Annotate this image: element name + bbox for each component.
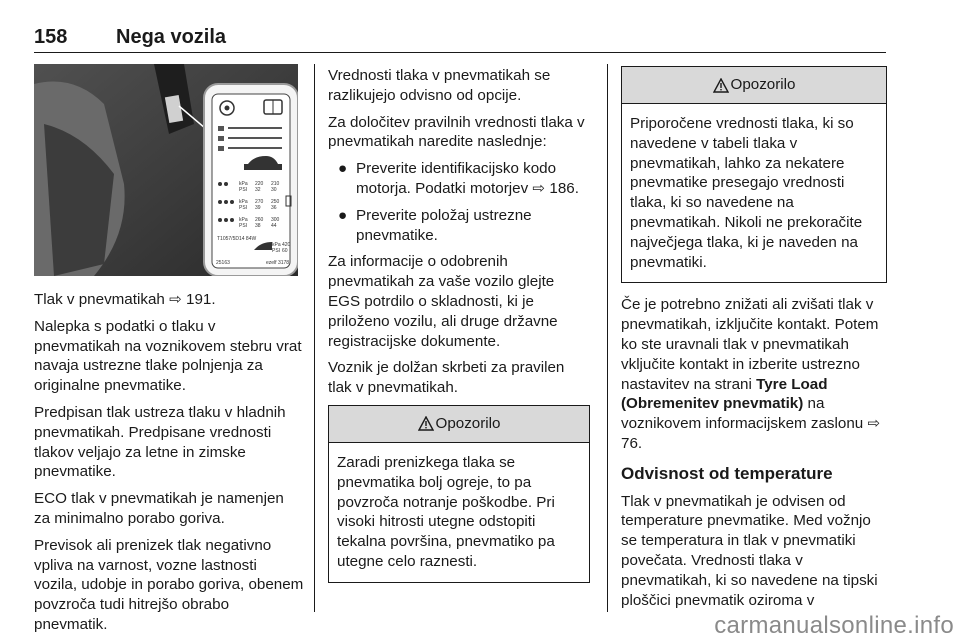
column-1 — [34, 64, 304, 642]
cross-reference-arrow-icon: ⇨ — [867, 415, 881, 433]
paragraph-determine-values: Za določitev pravilnih vrednosti tlaka v pnevmatikah naredite naslednje: — [328, 113, 585, 151]
warning-box-max-pressure — [621, 66, 887, 283]
watermark-text: carmanualsonline.info — [714, 612, 954, 639]
paragraph-approved-tyres: Za informacije o odobrenih pnevmatikah za vaše vozilo glejte EGS potrdilo o skladnosti, ki je priloženo vozilu, ali druge državne registracijske dokumente. — [328, 253, 558, 350]
svg-text:210: 210 — [271, 181, 280, 187]
svg-text:260: 260 — [255, 217, 264, 223]
svg-text:39: 39 — [255, 205, 261, 211]
column-2 — [328, 66, 590, 593]
svg-text:30: 30 — [271, 187, 277, 193]
column-divider-2 — [607, 64, 608, 612]
svg-text:ezelf 3178: ezelf 3178 — [266, 260, 290, 266]
page-link-76[interactable]: 76. — [621, 434, 643, 452]
svg-text:kPa: kPa — [239, 199, 248, 205]
svg-text:32: 32 — [255, 187, 261, 193]
paragraph-temperature: Tlak v pnevmatikah je odvisen od temperature pnevmatike. Med vožnjo se temperatura in tlak v pnevmatiki povečata. Vrednosti tlaka v pnevmatikah, ki so navedene na tipski ploščici pnevmatik oziroma v — [621, 492, 878, 609]
paragraph-eco-pressure: ECO tlak v pnevmatikah je namenjen za minimalno porabo goriva. — [34, 490, 284, 527]
bullet-dot-icon: ● — [338, 160, 348, 178]
warning-title: Opozorilo — [730, 76, 796, 94]
paragraph-driver-responsibility: Voznik je dolžan skrbeti za pravilen tlak v pnevmatikah. — [328, 359, 565, 397]
tyre-pressure-label-illustration — [34, 64, 298, 276]
svg-text:38: 38 — [255, 223, 261, 229]
svg-text:PSI: PSI — [239, 223, 248, 229]
page-header — [34, 22, 886, 53]
paragraph-adjust-pressure: Če je potrebno znižati ali zvišati tlak v pnevmatikah, izključite kontakt. Potem ko ste uravnali tlak v pnevmatikah vključite kontakt in izberite ustrezno nastavitev na strani Tyre Load (Obremenitev pnevmatik) na voznikovem informacijskem zaslonu ⇨ 76. — [621, 296, 881, 452]
page-number: 158 — [34, 26, 68, 48]
warning-triangle-icon — [713, 78, 729, 93]
svg-text:36: 36 — [271, 205, 277, 211]
svg-text:250: 250 — [271, 199, 280, 205]
paragraph-values-vary: Vrednosti tlaka v pnevmatikah se razlikujejo odvisno od opcije. — [328, 67, 551, 104]
column-3 — [621, 66, 887, 617]
svg-text:300: 300 — [271, 217, 280, 223]
svg-text:270: 270 — [255, 199, 264, 205]
bullet-tyre-position: ● Preverite položaj ustrezne pnevmatike. — [338, 206, 532, 244]
section-heading-temperature: Odvisnost od temperature — [621, 463, 833, 483]
warning-triangle-icon — [418, 416, 434, 431]
svg-text:PSI: PSI — [239, 187, 248, 193]
bullet-dot-icon: ● — [338, 206, 348, 224]
svg-text:220: 220 — [255, 181, 264, 187]
menu-reference-tyre-load: Tyre Load (Obremenitev pnevmatik) — [621, 375, 828, 413]
warning-box-low-pressure — [328, 405, 590, 583]
svg-text:kPa: kPa — [239, 181, 248, 187]
svg-text:60: 60 — [282, 248, 288, 254]
svg-text:PSI: PSI — [272, 248, 281, 254]
svg-text:420: 420 — [282, 242, 291, 248]
column-divider-1 — [314, 64, 315, 612]
warning-title: Opozorilo — [435, 415, 501, 433]
svg-text:kPa: kPa — [239, 217, 248, 223]
svg-text:kPa: kPa — [272, 242, 281, 248]
paragraph-wrong-pressure: Previsok ali prenizek tlak negativno vpliva na varnost, vozne lastnosti vozila, udobje in porabo goriva, obenem povzroča tudi hitrejšo obrabo pnevmatik. — [34, 536, 304, 633]
page-link-186[interactable]: 186. — [549, 179, 579, 197]
warning-header — [622, 67, 886, 104]
cross-reference-arrow-icon: ⇨ — [532, 179, 546, 197]
cross-reference-arrow-icon: ⇨ — [169, 291, 182, 308]
paragraph-cold-tyres: Predpisan tlak ustreza tlaku v hladnih pnevmatikah. Predpisane vrednosti tlakov veljajo za letne in zimske pnevmatike. — [34, 403, 286, 481]
warning-text: Priporočene vrednosti tlaka, ki so navedene v tabeli tlaka v pnevmatikah, lahko za nekatere pnevmatike presegajo vrednosti tlaka, ki so navedene na pnevmatikah. Nikoli ne prekoračite največjega tlaka, ki je naveden na pnevmatiki. — [630, 115, 863, 271]
paragraph-label-location: Nalepka s podatki o tlaku v pnevmatikah na voznikovem stebru vrat navaja ustrezne tlake polnjenja za originalne pnevmatike. — [34, 317, 302, 395]
svg-text:25163: 25163 — [216, 260, 230, 266]
chapter-title: Nega vozila — [116, 26, 227, 48]
warning-text: Zaradi prenizkega tlaka se pnevmatika bolj ogreje, to pa povzroča notranje poškodbe. Pri visoki hitrosti utegne odstopiti tekalna površina, pnevmatiko pa utegne celo raznesti. — [337, 453, 555, 570]
svg-text:T1057/5D14 84W: T1057/5D14 84W — [217, 236, 257, 242]
svg-text:PSI: PSI — [239, 205, 248, 211]
page-link-191[interactable]: 191. — [186, 291, 216, 308]
bullet-engine-code: ● Preverite identifikacijsko kodo motorja. Podatki motorjev ⇨ 186. — [338, 160, 579, 197]
svg-text:44: 44 — [271, 223, 277, 229]
paragraph-tyre-pressure-ref: Tlak v pnevmatikah ⇨ 191. — [34, 291, 216, 308]
warning-header — [329, 406, 589, 443]
